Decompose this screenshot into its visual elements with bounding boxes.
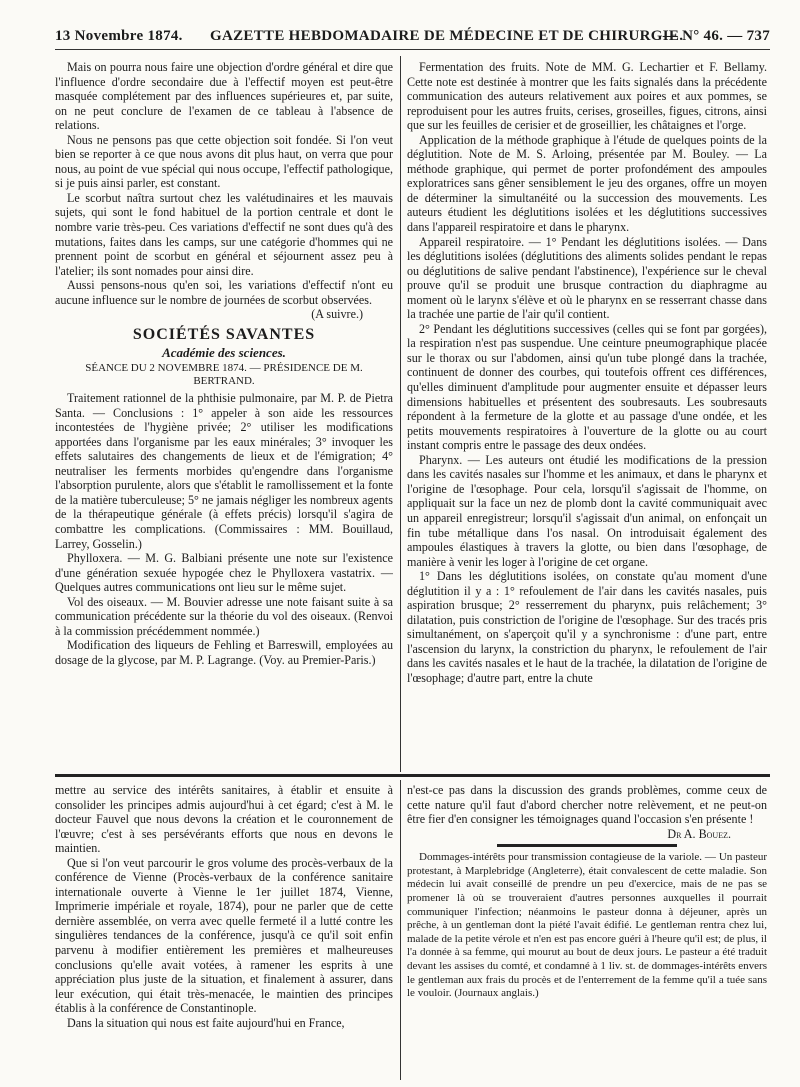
- left-column: [55, 60, 393, 770]
- paragraph: Le scorbut naîtra surtout chez les valétudinaires et les mauvais sujets, qui sont le fond habituel de la portion centrale et dont le nombre varie très-peu. Ces variations d'effectif ne sont dues qu'à des mutations, faites dans les camps, sur une catégorie d'hommes qui ne prennent point de scorbut en général et séjournent assez peu à l'atelier; ils sont nomades pour ainsi dire.: [55, 190, 393, 278]
- author-signature: Dr A. Bouez.: [667, 826, 731, 841]
- paragraph: Traitement rationnel de la phthisie pulmonaire, par M. P. de Pietra Santa. — Conclusions : 1° appeler à son aide les ressources incontestées de l'hygiène privée; 2° utiliser les modifications apportées dans l'organisme par les eaux minérales; 3° invoquer les effets salutaires des changements de lieux et de l'émigration; 4° neutraliser les ferments morbides qu'engendre dans l'organisme l'absorption purulente, alors que s'établit le ramollissement et la fonte de la matière tuberculeuse; 5° ne jamais négliger les nombreux agents de la thérapeutique générale (à effets précis) lorsqu'il s'agira de combattre les complications. (Commissaires : MM. Bouillaud, Larrey, Gosselin.): [55, 391, 393, 551]
- paragraph: Modification des liqueurs de Fehling et Barreswill, employées au dosage de la glycose, par M. P. Lagrange. (Voy. au Premier-Paris.): [55, 638, 393, 667]
- article-divider: [497, 844, 677, 847]
- header-issue-page: — N° 46. — 737: [662, 28, 770, 44]
- header-date: 13 Novembre 1874.: [55, 28, 183, 44]
- paragraph: Aussi pensons-nous qu'en soi, les variations d'effectif n'ont eu aucune influence sur le nombre de journées de scorbut observées.: [55, 278, 393, 307]
- paragraph: 2° Pendant les déglutitions successives (celles qui se font par gorgées), la respiration n'est pas suspendue. Une ceinture pneumographique placée sur le thorax ou sur l'abdomen, ainsi qu'un tube plongé dans la trachée, continuent de donner des courbes, qui toutefois offrent ces différences, qu'elles diminuent d'amplitude pour augmenter ensuite et dépasser leurs dimensions habituelles et présentent des soubresauts. Les soubresauts répondent à la fermeture de la glotte et au passage d'une ondée, et les petits mouvements respiratoires à l'ouverture de la glotte ou au court instant compris entre le passage des deux ondées.: [407, 321, 767, 453]
- bottom-left-column: [55, 783, 393, 1081]
- paragraph: Dans la situation qui nous est faite aujourd'hui en France,: [67, 1015, 345, 1030]
- paragraph: Phylloxera. — M. G. Balbiani présente une note sur l'existence d'une génération sexuée hypogée chez le Phylloxera vastatrix. — Quelques autres communications ont lieu sur le même sujet.: [55, 551, 393, 595]
- paragraph: Pharynx. — Les auteurs ont étudié les modifications de la pression dans les cavités nasales sur l'homme et les animaux, et dans le pharynx et l'origine de l'œsophage. Pour cela, lorsqu'il s'agissait de l'homme, on appliquait sur la face un nez de plomb dont la cavité communiquait avec un appareil enregistreur; lorsqu'il s'agissait d'un animal, on enfonçait un fin tube métallique dans l'os nasal. On introduisait également des ampoules élastiques à travers la glotte, ou bien dans l'œsophage, de manière à venir les loger à l'origine de cet organe.: [407, 452, 767, 569]
- paragraph: Application de la méthode graphique à l'étude de quelques points de la déglutition. Note de M. S. Arloing, présentée par M. Bouley. — La méthode graphique, qui permet de porter profondément des ampoules exploratrices sans gêner sensiblement le jeu des organes, offre un moyen de déterminer la simultanéité ou la succession des mouvements. Les auteurs étudient les déglutitions isolées et les déglutitions successives dans l'appareil respiratoire et dans le pharynx.: [407, 132, 767, 235]
- paragraph: Nous ne pensons pas que cette objection soit fondée. Si l'on veut bien se reporter à ce que nous avons dit plus haut, on verra que pour nous, au point de vue spécial qui nous occupe, l'effectif pathologique, si je puis ainsi parler, est constant.: [55, 132, 393, 191]
- header-rule: [55, 49, 770, 50]
- section-title: SOCIÉTÉS SAVANTES: [132, 325, 316, 343]
- to-be-continued: (A suivre.): [311, 307, 363, 322]
- paragraph: Fermentation des fruits. Note de MM. G. Lechartier et F. Bellamy. Cette note est destinée à montrer que les faits signalés dans la précédente communication des auteurs relativement aux poires et aux pommes, se reproduisent pour les autres fruits, cerises, groseilles, figues, citrons, ainsi que sur les feuilles de cerisier et de groseillier, les châtaignes et l'orge.: [407, 60, 767, 133]
- session-heading: SÉANCE DU 2 NOVEMBRE 1874. — PRÉSIDENCE DE M. BERTRAND.: [85, 361, 363, 388]
- bottom-right-column: [407, 783, 767, 1081]
- column-divider: [400, 780, 401, 1080]
- paragraph: Appareil respiratoire. — 1° Pendant les déglutitions isolées. — Dans les déglutitions isolées (déglutitions des aliments solides pendant le repas ou déglutitions de salive pendant l'abstinence), l'expérience sur le cheval prouve qu'il se produit une brusque contraction du diaphragme au moment où le larynx s'élève et où le pharynx en se resserrant chasse dans la trachée une partie de l'air qu'il contient.: [407, 234, 767, 322]
- column-divider: [400, 56, 401, 772]
- header-title: GAZETTE HEBDOMADAIRE DE MÉDECINE ET DE CHIRURGIE.: [210, 28, 684, 44]
- paragraph: n'est-ce pas dans la discussion des grands problèmes, comme ceux de cette nature qu'il faut d'abord chercher notre relèvement, et ne peut-on être fier d'en consigner les témoignages quand l'occasion s'en présente !: [407, 783, 767, 827]
- paragraph: Vol des oiseaux. — M. Bouvier adresse une note faisant suite à sa communication précédente sur la théorie du vol des oiseaux. (Renvoi à la commission précédemment nommée.): [55, 594, 393, 638]
- section-subtitle: Académie des sciences.: [162, 344, 286, 360]
- page-header: [55, 28, 770, 48]
- section-separator: [55, 774, 770, 777]
- right-column: [407, 60, 767, 770]
- paragraph: Dommages-intérêts pour transmission contagieuse de la variole. — Un pasteur protestant, à Marplebridge (Angleterre), était convalescent de cette maladie. Son médecin lui avait conseillé de prendre un peu d'exercice, mais de ne pas se promener là où se trouveraient d'autres personnes auxquelles il pourrait communiquer l'infection; néanmoins le pasteur donna à déjeuner, après un prêche, à un gentleman dont la piété l'avait édifié. Le gentleman rentra chez lui, malade de la petite vérole et n'en est pas encore guéri à l'heure qu'il est; de plus, il l'a donnée à sa femme, qui mourut au bout de deux jours. Le pasteur a été traduit devant les assises du comté, et condamné à 1 liv. st. de dommages-intérêts envers le gentleman aux frais du procès et de l'enterrement de la femme qu'il a tuée sans le vouloir. (Journaux anglais.): [407, 851, 767, 1000]
- paragraph: Mais on pourra nous faire une objection d'ordre général et dire que l'influence d'ordre secondaire due à l'effectif moyen est peut-être masquée complétement par des influences supérieures et, par suite, on ne peut conclure de l'examen de ce tableau à l'absence de relations.: [55, 60, 393, 133]
- paragraph: 1° Dans les déglutitions isolées, on constate qu'au moment d'une déglutition il y a : 1° refoulement de l'air dans les cavités nasales, puis aspiration brusque; 2° resserrement du pharynx, puis relâchement; 3° dilatation, puis constriction de l'origine de l'œsophage. Sur des tracés pris simultanément, on s'aperçoit qu'il y a synchronisme : d'une part, entre l'ascension du larynx, la constriction du pharynx, le refoulement de l'air dans les cavités nasales et le haut de la trachée, la dilatation de l'origine de l'œsophage; d'autre part, entre la chute: [407, 569, 767, 685]
- paragraph: mettre au service des intérêts sanitaires, à établir et ensuite à consolider les principes admis aujourd'hui à cet égard; c'est à M. le docteur Fauvel que nous devons la création et le couronnement de l'œuvre; c'est à ses persévérants efforts que nous en devons le maintien.: [55, 783, 393, 856]
- paragraph: Que si l'on veut parcourir le gros volume des procès-verbaux de la conférence de Vienne (Procès-verbaux de la conférence sanitaire internationale ouverte à Vienne le 1er juillet 1874, Vienne, Imprimerie impériale et royale, 1874), pour ne parler que de cette dernière assemblée, on verra avec quelle fermeté il a lutté contre les singulières tendances de la conférence, jusqu'à ce qu'il soit enfin parvenu à modifier entièrement les premières et malheureuses conclusions qu'elle avait votées, à ramener les esprits à une appréciation plus juste de la situation, et finalement à assurer, dans leur exécution, qui était très-menacée, le maintien des principes établis à la conférence de Constantinople.: [55, 855, 393, 1016]
